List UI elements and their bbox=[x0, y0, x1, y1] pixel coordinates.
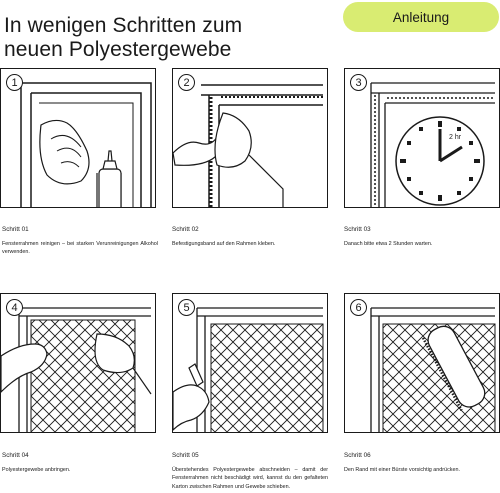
step-5-title: Schritt 05 bbox=[172, 452, 199, 459]
step-2-title: Schritt 02 bbox=[172, 226, 199, 233]
clock-label: 2 hr bbox=[449, 134, 462, 141]
step-4-illustration bbox=[0, 293, 156, 433]
title-line-2: neuen Polyestergewebe bbox=[4, 38, 232, 62]
step-2-description: Befestigungsband auf den Rahmen kleben. bbox=[172, 241, 276, 247]
step-3-number: 3 bbox=[350, 74, 367, 91]
step-1-description: Fensterrahmen reinigen – bei starken Verunreinigungen Alkohol verwenden. bbox=[2, 241, 158, 256]
step-6-description: Den Rand mit einer Bürste vorsichtig andrücken. bbox=[344, 467, 460, 473]
anleitung-badge[interactable]: Anleitung bbox=[343, 2, 499, 32]
step-4-description: Polyestergewebe anbringen. bbox=[2, 467, 71, 473]
step-4-number: 4 bbox=[6, 299, 23, 316]
title-line-1: In wenigen Schritten zum bbox=[4, 14, 243, 38]
step-4-title: Schritt 04 bbox=[2, 452, 29, 459]
step-1-number: 1 bbox=[6, 74, 23, 91]
step-3-illustration bbox=[344, 68, 500, 208]
step-6-illustration bbox=[344, 293, 500, 433]
step-3-description: Danach bitte etwa 2 Stunden warten. bbox=[344, 241, 433, 247]
step-2-number: 2 bbox=[178, 74, 195, 91]
step-1-title: Schritt 01 bbox=[2, 226, 29, 233]
step-5-description: Überstehendes Polyestergewebe abschneiden – damit der Fensterrahmen nicht beschädigt wird, kannst du den gefalteten Karton zwischen Rahmen und Gewebe schieben. bbox=[172, 467, 328, 490]
step-5-illustration bbox=[172, 293, 328, 433]
step-3-title: Schritt 03 bbox=[344, 226, 371, 233]
page-title bbox=[4, 14, 242, 62]
step-6-title: Schritt 06 bbox=[344, 452, 371, 459]
step-5-number: 5 bbox=[178, 299, 195, 316]
step-2-illustration bbox=[172, 68, 328, 208]
step-1-illustration bbox=[0, 68, 156, 208]
step-6-number: 6 bbox=[350, 299, 367, 316]
